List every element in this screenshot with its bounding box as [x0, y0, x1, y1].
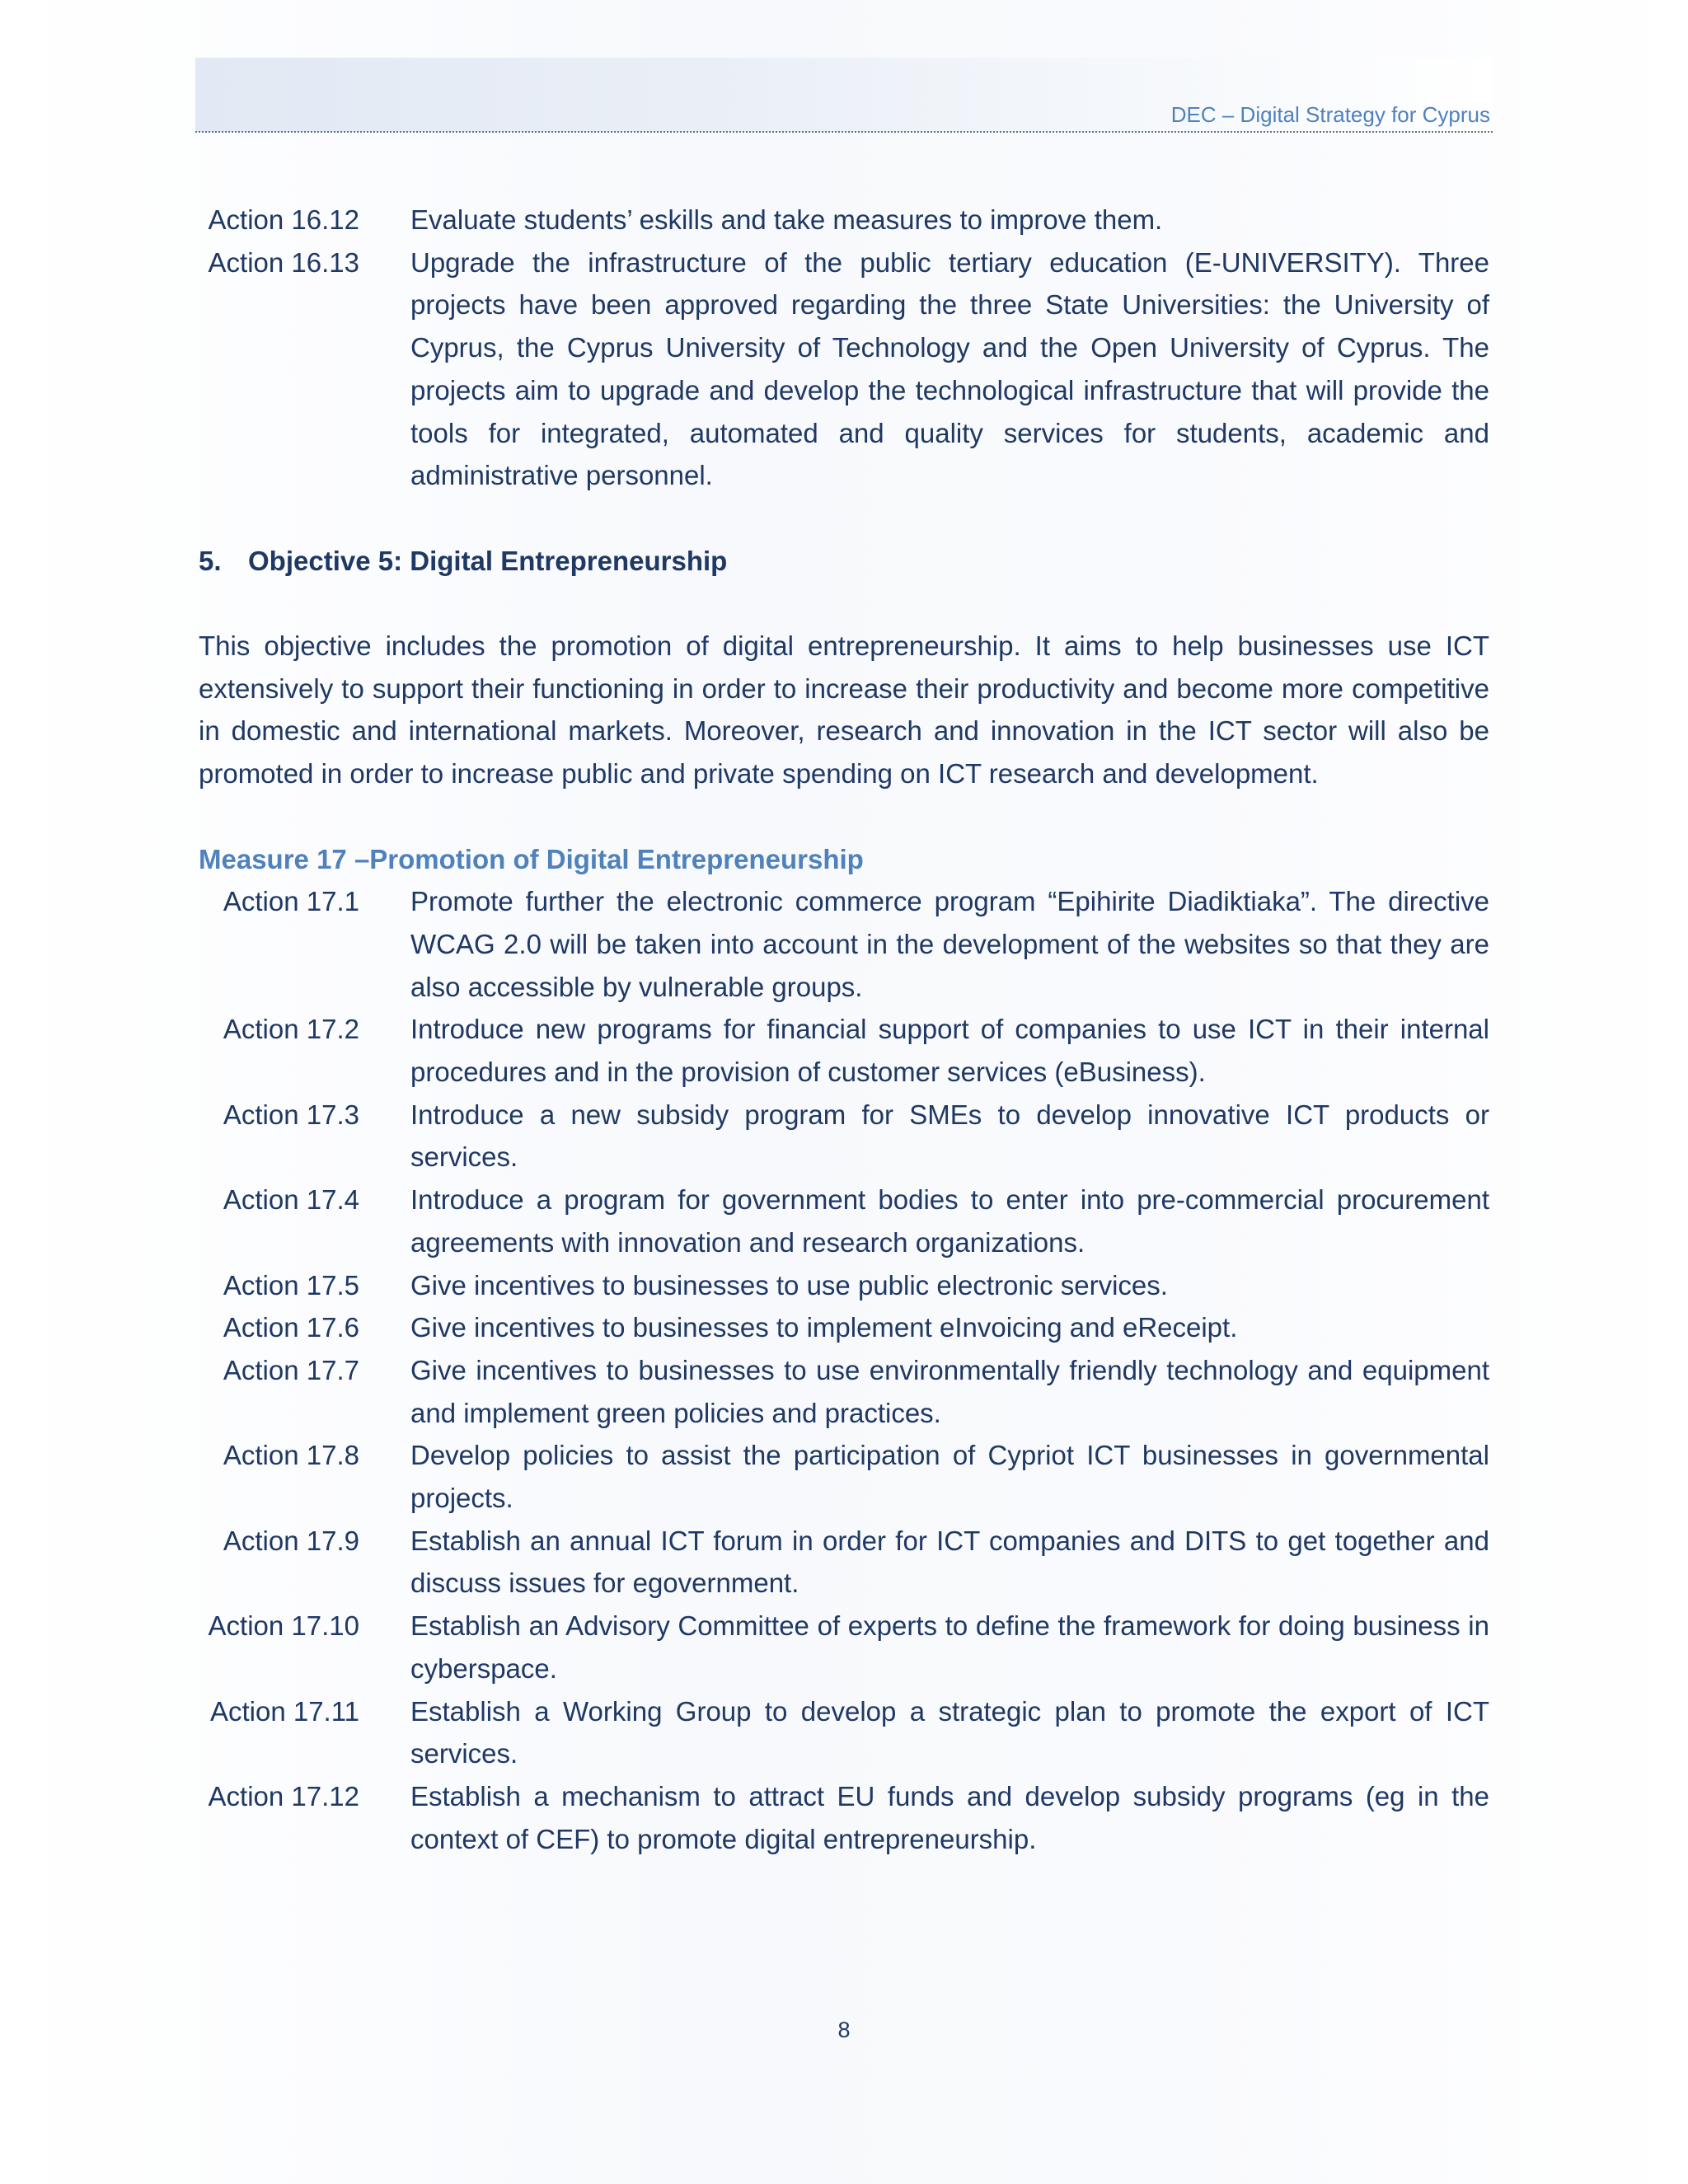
- objective-paragraph: This objective includes the promotion of digital entrepreneurship. It aims to help businesses use ICT extensively to support their functioning in order to increase their productivity and become more competitive in domestic and international markets. Moreover, research and innovation in the ICT sector will also be promoted in order to increase public and private spending on ICT research and development.: [199, 630, 1489, 790]
- action-label: Action 17.2: [223, 1014, 359, 1045]
- action-label: Action 17.12: [208, 1780, 359, 1811]
- spacer: [199, 497, 1489, 540]
- action-text: Give incentives to businesses to use public electronic services.: [410, 1269, 1168, 1301]
- action-item: [199, 880, 1489, 1008]
- header-title: DEC – Digital Strategy for Cyprus: [1170, 102, 1490, 127]
- action-text: Give incentives to businesses to use environmentally friendly technology and equipment and implement green policies and practices.: [410, 1354, 1489, 1428]
- action-text: Establish an Advisory Committee of experts to define the framework for doing business in cyberspace.: [410, 1610, 1489, 1684]
- action-label: Action 17.10: [208, 1610, 359, 1642]
- action-text: Establish a mechanism to attract EU funds and develop subsidy programs (eg in the context of CEF) to promote digital entrepreneurship.: [410, 1780, 1489, 1854]
- action-item: [199, 1605, 1489, 1690]
- action-item: [199, 1434, 1489, 1519]
- spacer: [199, 795, 1489, 838]
- action-label: Action 17.9: [223, 1525, 359, 1556]
- action-item: [199, 1775, 1489, 1860]
- action-text: Develop policies to assist the participation of Cypriot ICT businesses in governmental projects.: [410, 1440, 1489, 1514]
- action-item: [199, 1008, 1489, 1093]
- action-label: Action 17.4: [223, 1184, 359, 1216]
- action-label: Action 17.8: [223, 1440, 359, 1471]
- action-text: Upgrade the infrastructure of the public tertiary education (E-UNIVERSITY). Three projects have been approved regarding the three State Universities: the University of Cyprus, the Cyprus University of Technology and the Open University of Cyprus. The projects aim to upgrade and develop the technological infrastructure that will provide the tools for integrated, automated and quality services for students, academic and administrative personnel.: [410, 246, 1489, 491]
- action-label: Action 17.7: [223, 1354, 359, 1385]
- action-item: [199, 1306, 1489, 1349]
- action-label: Action 17.1: [223, 886, 359, 917]
- spacer: [199, 582, 1489, 625]
- action-item: [199, 199, 1489, 241]
- measure-heading: Measure 17 –Promotion of Digital Entrepreneurship: [199, 843, 864, 874]
- action-item: [199, 1264, 1489, 1307]
- action-item: [199, 1690, 1489, 1775]
- action-text: Establish an annual ICT forum in order for ICT companies and DITS to get together and discuss issues for egovernment.: [410, 1525, 1489, 1599]
- section-title: Objective 5: Digital Entrepreneurship: [248, 545, 728, 576]
- action-label: Action 17.5: [223, 1269, 359, 1301]
- page-content: [199, 199, 1489, 1860]
- action-item: [199, 1179, 1489, 1263]
- action-text: Give incentives to businesses to implement eInvoicing and eReceipt.: [410, 1312, 1238, 1343]
- page-number: 8: [837, 2018, 851, 2042]
- action-item: [199, 241, 1489, 497]
- section-heading: [199, 540, 1489, 583]
- action-label: Action 17.6: [223, 1312, 359, 1343]
- action-text: Establish a Working Group to develop a strategic plan to promote the export of ICT services.: [410, 1695, 1489, 1769]
- header-divider: [195, 131, 1493, 133]
- action-label: Action 16.12: [208, 204, 359, 235]
- action-label: Action 17.11: [209, 1695, 359, 1727]
- action-text: Promote further the electronic commerce program “Epihirite Diadiktiaka”. The directive WCAG 2.0 will be taken into account in the development of the websites so that they are also accessible by vulnerable groups.: [410, 886, 1489, 1002]
- action-label: Action 17.3: [223, 1099, 359, 1130]
- action-item: [199, 1094, 1489, 1179]
- action-text: Introduce a program for government bodies to enter into pre-commercial procurement agreements with innovation and research organizations.: [410, 1184, 1489, 1258]
- section-number: 5.: [199, 545, 222, 576]
- action-text: Introduce a new subsidy program for SMEs to develop innovative ICT products or services.: [410, 1099, 1489, 1173]
- action-text: Introduce new programs for financial support of companies to use ICT in their internal procedures and in the provision of customer services (eBusiness).: [410, 1014, 1489, 1088]
- action-text: Evaluate students’ eskills and take measures to improve them.: [410, 204, 1163, 235]
- action-label: Action 16.13: [208, 246, 359, 278]
- action-item: [199, 1349, 1489, 1434]
- action-item: [199, 1520, 1489, 1605]
